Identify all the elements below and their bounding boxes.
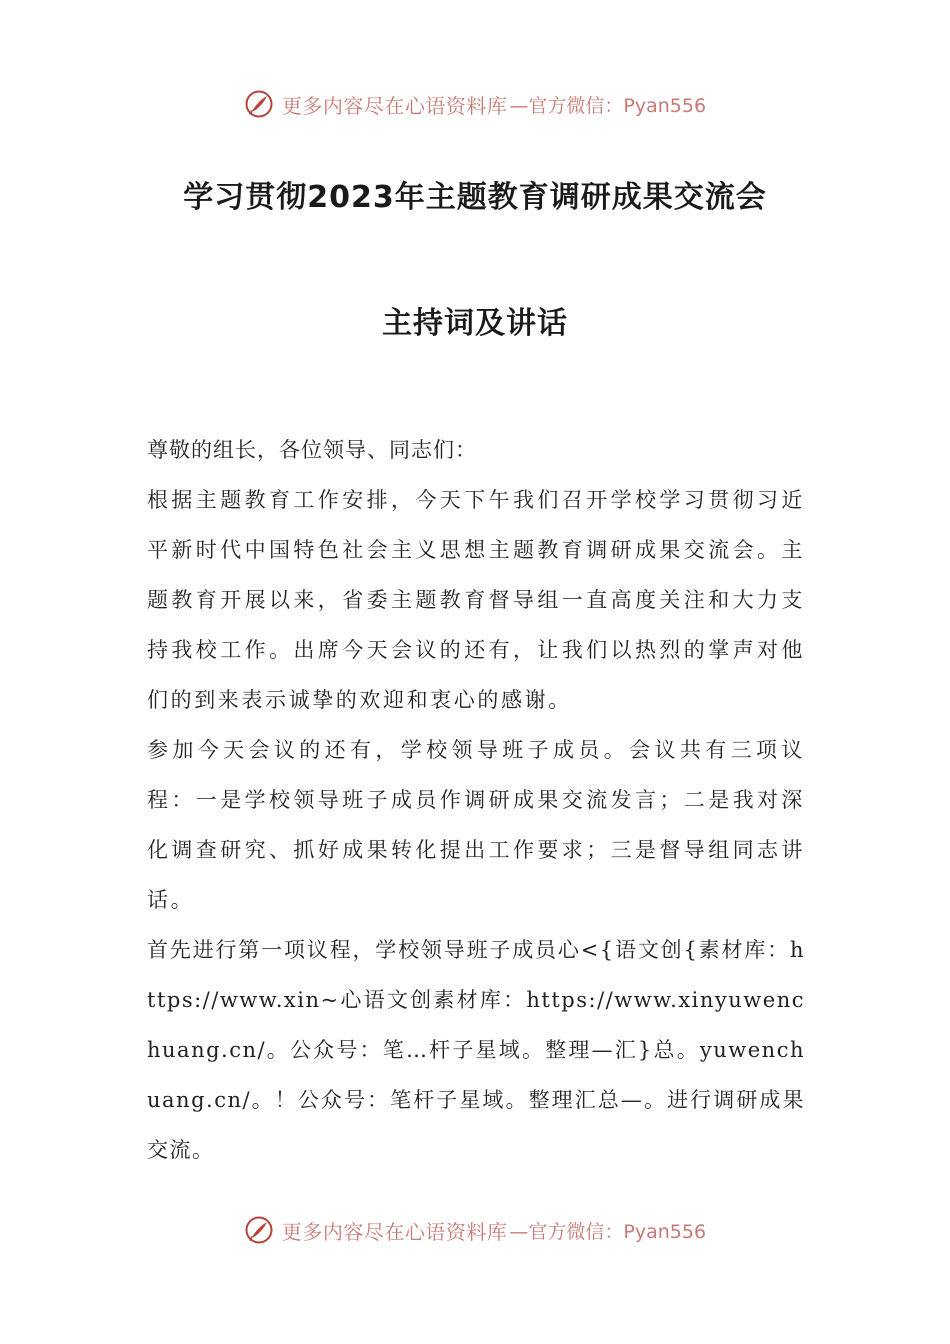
banner-official-text: —官方微信：Pyan556 <box>509 94 707 117</box>
banner-official-text: —官方微信：Pyan556 <box>509 1220 707 1243</box>
document-title-line-1: 学习贯彻2023年主题教育调研成果交流会 <box>183 180 767 215</box>
quill-logo-icon <box>244 1215 274 1245</box>
banner-brand-text: 更多内容尽在心语资料库 <box>281 93 508 118</box>
document-title-line-2: 主持词及讲话 <box>382 306 568 341</box>
footer-banner <box>0 1210 950 1250</box>
quill-logo-icon <box>244 89 274 119</box>
body-paragraph-3: 首先进行第一项议程，学校领导班子成员心<{语文创{素材库：https://www.xin~心语文创素材库：https://www.xinyuwenchuang.cn/。公众号：笔…杆子星域。整理—汇}总。yuwenchuang.cn/。！公众号：笔杆子星域。整理汇总—。进行调研成果交流。 <box>147 938 805 1162</box>
header-banner <box>0 84 950 124</box>
body-paragraph-2: 参加今天会议的还有，学校领导班子成员。会议共有三项议程：一是学校领导班子成员作调研成果交流发言；二是我对深化调查研究、抓好成果转化提出工作要求；三是督导组同志讲话。 <box>147 738 805 912</box>
body-paragraph-1: 根据主题教育工作安排，今天下午我们召开学校学习贯彻习近平新时代中国特色社会主义思想主题教育调研成果交流会。主题教育开展以来，省委主题教育督导组一直高度关注和大力支持我校工作。出席今天会议的还有，让我们以热烈的掌声对他们的到来表示诚挚的欢迎和衷心的感谢。 <box>147 488 805 712</box>
banner-brand-text: 更多内容尽在心语资料库 <box>281 1219 508 1244</box>
salutation: 尊敬的组长，各位领导、同志们： <box>147 438 477 462</box>
document-body <box>147 425 805 1175</box>
